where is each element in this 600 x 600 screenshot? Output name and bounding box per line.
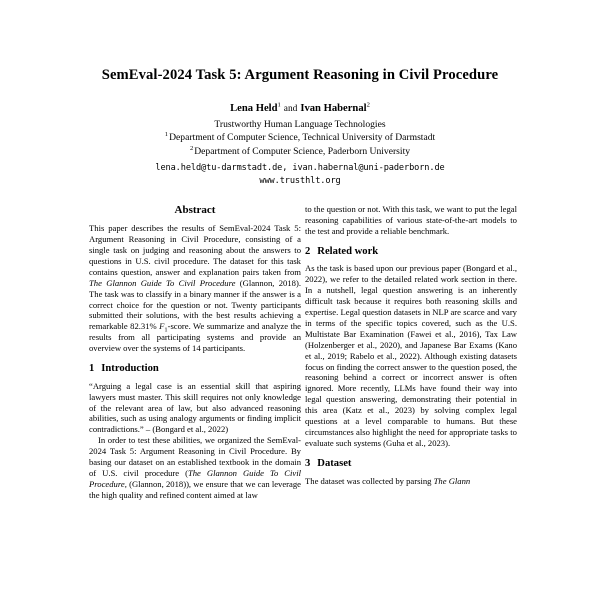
abstract-f-subscript: 1 [164,327,168,335]
author-first-affiliation-marker: 1 [277,100,281,108]
author-second-affiliation-marker: 2 [366,100,370,108]
page-title: SemEval-2024 Task 5: Argument Reasoning in Civil Procedure [101,67,499,83]
introduction-paragraph-2 [89,435,301,500]
section-heading-dataset [305,458,517,471]
project-website-url[interactable]: www.trusthlt.org [259,175,341,186]
affiliation-1 [0,131,600,144]
left-column [89,204,301,600]
abstract-paragraph [89,223,301,354]
section-heading-introduction [89,363,301,376]
abstract-f-symbol: F [159,321,165,332]
section-title-related-work: Related work [317,245,379,257]
abstract-book-title: The Glannon Guide To Civil Procedure [89,277,236,288]
introduction-carryover-paragraph: to the question or not. With this task, we want to put the legal reasoning capabilities of various state-of-the-art models to the test and provide a reliable benchmark. [305,204,517,236]
abstract-heading: Abstract [174,204,216,216]
author-second: Ivan Habernal [300,102,367,114]
research-group: Trustworthy Human Language Technologies [214,119,386,131]
author-first: Lena Held [230,102,278,114]
affiliation-2-text: Department of Computer Science, Paderborn University [194,145,411,157]
introduction-book-title: The Glannon Guide To Civil Procedure [89,468,301,489]
author-list [0,102,600,116]
dataset-part-a: The dataset was collected by parsing [305,475,434,486]
affiliation-block [0,118,600,158]
dataset-book-title: The Glann [433,475,471,486]
affiliation-2-index: 2 [189,144,194,152]
section-heading-related-work [305,246,517,259]
body-columns [0,204,600,600]
affiliation-1-index: 1 [164,131,169,139]
related-work-paragraph: As the task is based upon our previous paper (Bongard et al., 2022), we refer to the detailed related work section in there. In a nutshell, legal question answering is an inherently difficult task because it requires both reasoning skills and expertise. Legal question datasets in NLP are scarce and vary in terms of the specific topics covered, such as the U.S. Multistate Bar Examination (Fawei et al., 2016), Tax Law (Holzenberger et al., 2020), and Japanese Bar Exams (Kano et al., 2019; Rabelo et al., 2022). Although existing datasets focus on finding the correct answer to the question posed, the reasoning behind a correct or incorrect answer is often ignored. More recently, LLMs have found their way into legal question answering, demonstrating their potential in this area (Katz et al., 2023) by solving complex legal questions at a level comparable to humans. But these circumstances also highlight the need for appropriate tasks to evaluate such systems (Guha et al., 2023). [305,263,517,448]
affiliation-2 [0,145,600,158]
section-number-2: 2 [305,245,311,257]
section-number-3: 3 [305,457,311,469]
right-column [305,204,517,600]
affiliation-1-text: Department of Computer Science, Technical University of Darmstadt [169,132,436,144]
introduction-p2-part-a: In order to test these abilities, we organized the SemEval-2024 Task 5: Argument Reasoning in Civil Procedure. By basing our dataset on an established textbook in the domain of U.S. civil procedure ( [89,435,301,479]
introduction-quote-paragraph: “Arguing a legal case is an essential skill that aspiring lawyers must master. This skill requires not only knowledge of the relevant area of law, but also advanced reasoning abilities, such as using analogy arguments or finding implicit contradictions.” – (Bongard et al., 2022) [89,380,301,435]
abstract-part-1: This paper describes the results of SemEval-2024 Task 5: Argument Reasoning in Civil Procedure, consisting of a single task on judging and reasoning about the answers to questions in U.S. civil procedure. The dataset for this task contains question, answer and explanation pairs taken from [89,223,301,277]
section-title-dataset: Dataset [317,457,352,469]
introduction-p2-part-b: , (Glannon, 2018)), we ensure that we can leverage the high quality and refined content aimed at law [89,478,301,500]
dataset-paragraph [305,476,517,487]
section-title-introduction: Introduction [101,363,159,375]
abstract-part-2: (Glannon, 2018). The task was to classify in a binary manner if the answer is a correct choice for the question or not. Twenty participants submitted their solutions, with the best results achieving a remarkable 82.31% [89,277,301,332]
author-emails[interactable]: lena.held@tu-darmstadt.de, ivan.habernal@uni-paderborn.de [155,162,445,173]
author-conjunction: and [283,103,298,114]
abstract-part-3: -score. We summarize and analyze the results from all participating systems and provide an overview over the systems of 14 participants. [89,321,301,354]
section-number-1: 1 [89,363,95,375]
